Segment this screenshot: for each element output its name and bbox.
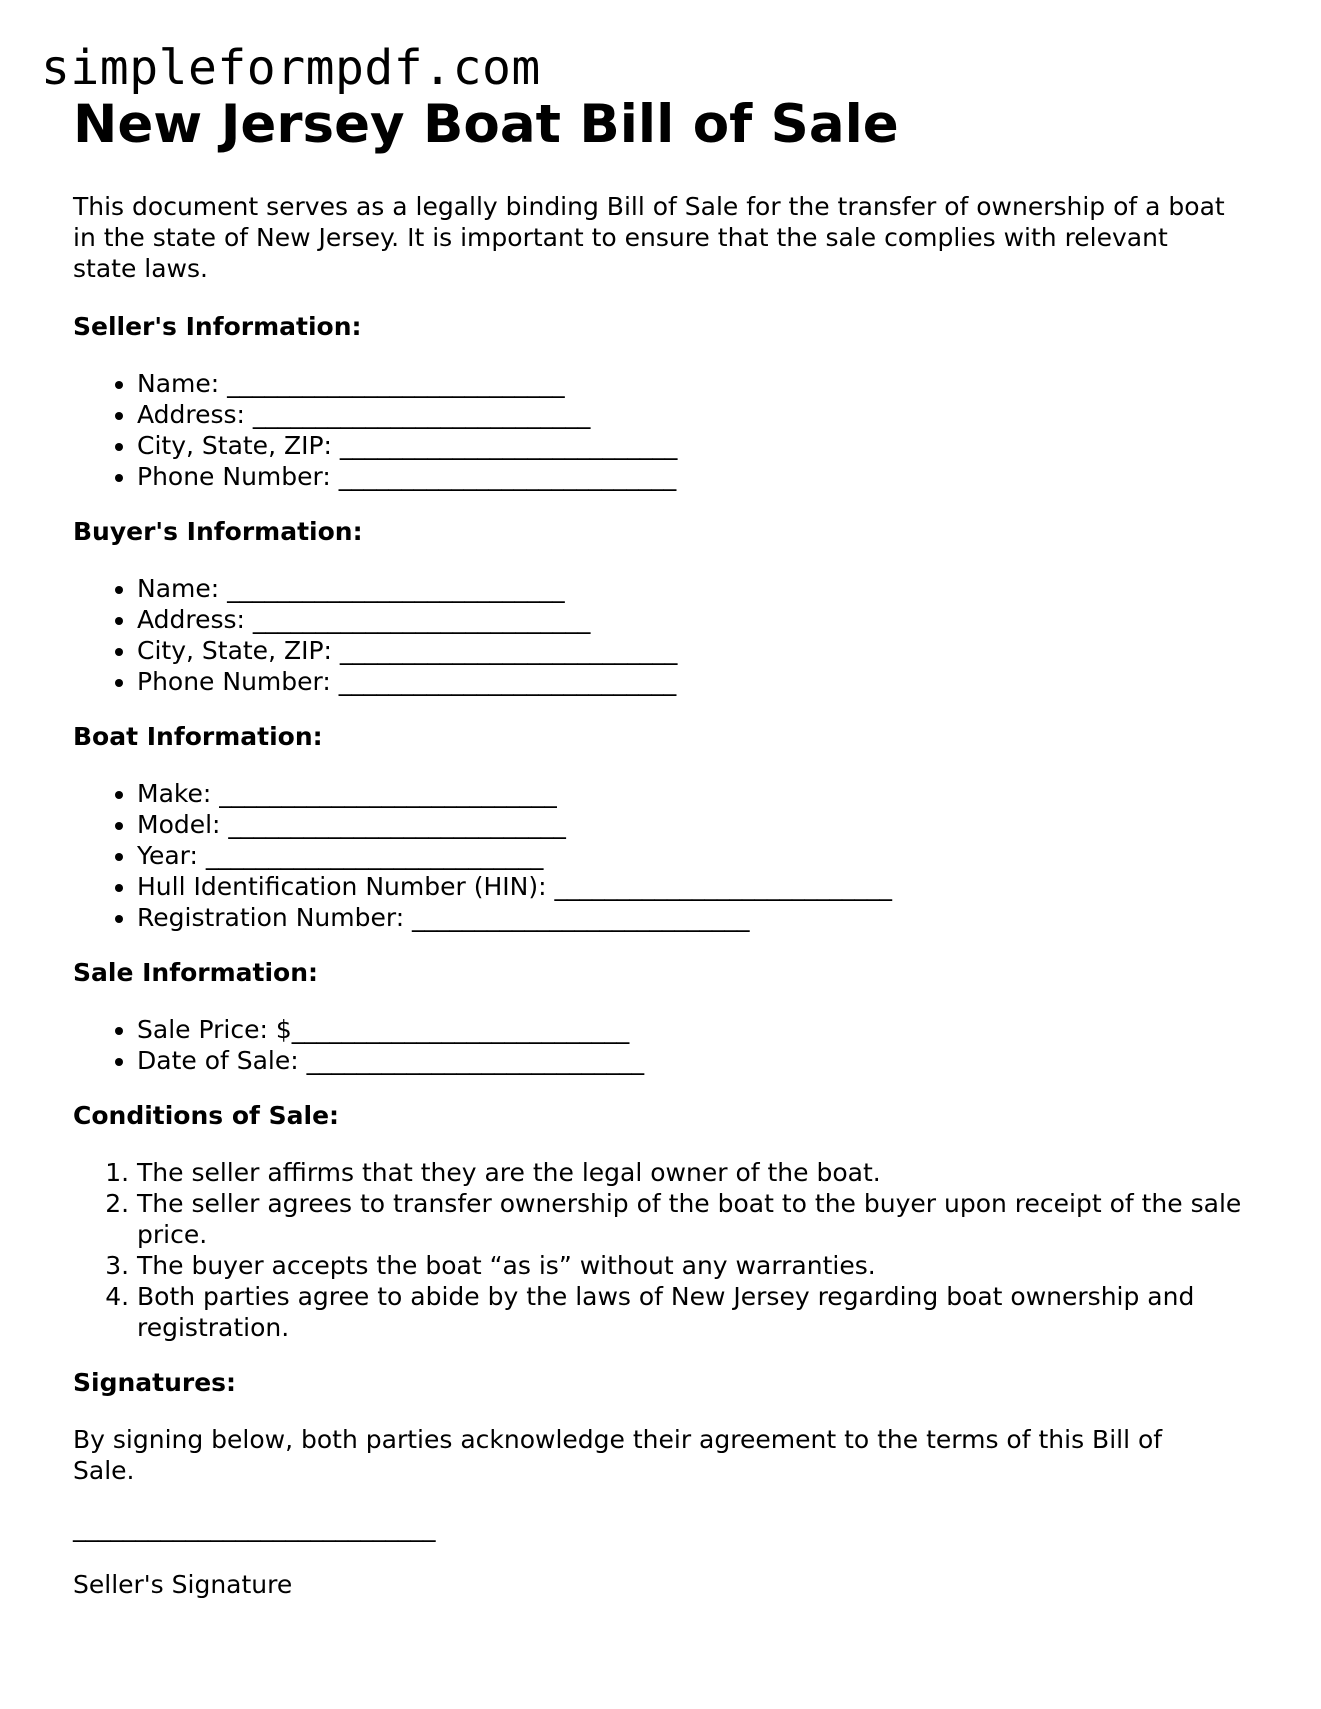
buyer-fields-list	[73, 573, 1253, 697]
condition-item: 1. The seller affirms that they are the legal owner of the boat.	[137, 1157, 1253, 1188]
boat-registration-field: • Registration Number: ___________________________	[137, 902, 1253, 933]
sale-heading: Sale Information:	[73, 958, 318, 987]
signatures-intro: By signing below, both parties acknowledge their agreement to the terms of this Bill of Sale.	[73, 1425, 1163, 1485]
boat-section	[73, 721, 1253, 933]
condition-item: 2. The seller agrees to transfer ownership of the boat to the buyer upon receipt of the sale price.	[137, 1188, 1253, 1250]
seller-city-state-zip-field: • City, State, ZIP: ___________________________	[137, 430, 1253, 461]
boat-heading: Boat Information:	[73, 722, 323, 751]
document-title: New Jersey Boat Bill of Sale	[73, 94, 899, 155]
sale-date-field: • Date of Sale: ___________________________	[137, 1045, 1253, 1076]
seller-heading: Seller's Information:	[73, 312, 362, 341]
boat-fields-list	[73, 778, 1253, 933]
boat-model-field: • Model: ___________________________	[137, 809, 1253, 840]
boat-make-field: • Make: ___________________________	[137, 778, 1253, 809]
sale-price-field: • Sale Price: $___________________________	[137, 1014, 1253, 1045]
seller-phone-field: • Phone Number: ___________________________	[137, 461, 1253, 492]
seller-fields-list	[73, 368, 1253, 492]
boat-year-field: • Year: ___________________________	[137, 840, 1253, 871]
signatures-section	[73, 1367, 1253, 1600]
sale-fields-list	[73, 1014, 1253, 1076]
intro-paragraph: This document serves as a legally binding Bill of Sale for the transfer of ownership of a boat in the state of New Jersey. It is important to ensure that the sale complies with relevant state laws.	[73, 192, 1225, 283]
seller-signature-label: Seller's Signature	[73, 1570, 293, 1599]
conditions-list	[73, 1157, 1253, 1343]
condition-item: 3. The buyer accepts the boat “as is” without any warranties.	[137, 1250, 1253, 1281]
buyer-address-field: • Address: ___________________________	[137, 604, 1253, 635]
conditions-heading: Conditions of Sale:	[73, 1101, 340, 1130]
buyer-phone-field: • Phone Number: ___________________________	[137, 666, 1253, 697]
buyer-name-field: • Name: ___________________________	[137, 573, 1253, 604]
sale-section	[73, 957, 1253, 1076]
buyer-heading: Buyer's Information:	[73, 517, 363, 546]
seller-signature-line: _____________________________	[73, 1513, 436, 1542]
signatures-heading: Signatures:	[73, 1368, 237, 1397]
condition-item: 4. Both parties agree to abide by the laws of New Jersey regarding boat ownership and registration.	[137, 1281, 1253, 1343]
seller-section	[73, 311, 1253, 492]
watermark: simpleformpdf.com	[41, 40, 541, 96]
boat-hin-field: • Hull Identification Number (HIN): ___________________________	[137, 871, 1253, 902]
seller-address-field: • Address: ___________________________	[137, 399, 1253, 430]
seller-name-field: • Name: ___________________________	[137, 368, 1253, 399]
buyer-city-state-zip-field: • City, State, ZIP: ___________________________	[137, 635, 1253, 666]
conditions-section	[73, 1100, 1253, 1343]
buyer-section	[73, 516, 1253, 697]
